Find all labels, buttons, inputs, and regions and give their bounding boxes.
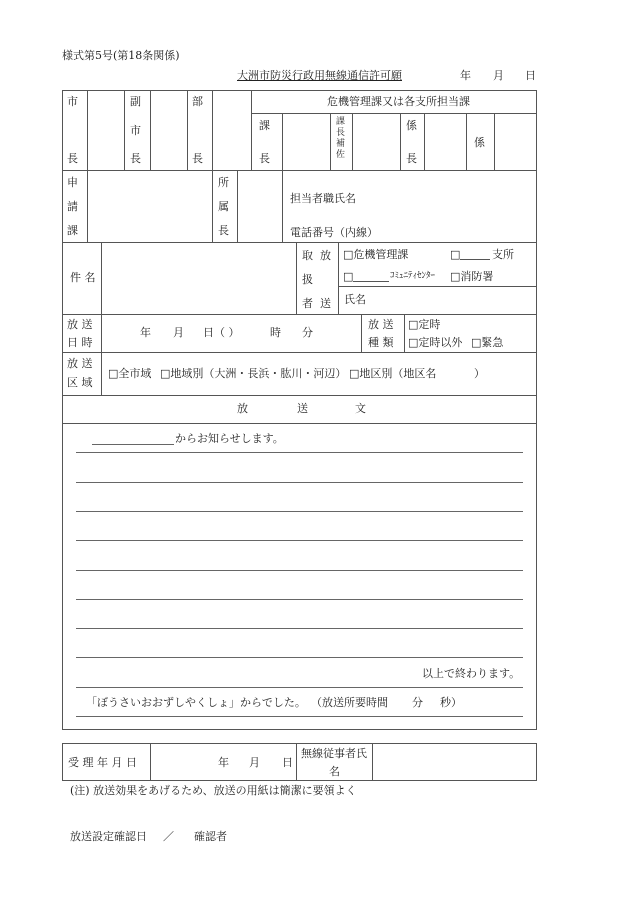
director-label-2: 長 <box>192 152 203 165</box>
datetime-label-bottom: 日 時 <box>67 336 93 349</box>
operator-label-2: 名 <box>329 765 340 778</box>
option-community-suffix: ｺﾐｭﾆﾃｨｾﾝﾀｰ <box>390 271 436 281</box>
announcer-blank[interactable] <box>92 444 174 445</box>
duration-label: （放送所要時間 <box>311 696 388 709</box>
note-text: (注) 放送効果をあげるため、放送の用紙は簡潔に要領よく <box>70 784 357 797</box>
datetime-minute: 分 <box>302 326 313 339</box>
type-label-bottom: 種 類 <box>368 336 394 349</box>
community-blank[interactable] <box>353 281 389 282</box>
director-label-1: 部 <box>192 95 203 108</box>
staff-label: 係 <box>474 136 485 149</box>
message-heading-2: 送 <box>297 402 308 415</box>
handler-name-label: 氏名 <box>344 293 366 306</box>
deputy-mayor-label-1: 副 <box>130 95 141 108</box>
phone-label: 電話番号（内線） <box>290 226 378 239</box>
datetime-label-top: 放 送 <box>67 318 93 331</box>
handler-label-5: 送 <box>320 297 331 310</box>
option-scheduled-checkbox[interactable]: □定時 <box>408 318 441 331</box>
area-label-top: 放 送 <box>67 357 93 370</box>
type-label-top: 放 送 <box>368 318 394 331</box>
applicant-label-3: 課 <box>67 224 78 237</box>
message-heading-3: 文 <box>355 402 366 415</box>
subsection-chief-label-1: 係 <box>406 119 417 132</box>
message-closing: 以上で終わります。 <box>422 667 521 680</box>
message-heading-1: 放 <box>237 402 248 415</box>
deputy-mayor-label-2: 市 <box>130 124 141 137</box>
assistant-chief-label-1: 課 <box>336 117 346 127</box>
option-crisis-checkbox[interactable]: □危機管理課 <box>343 248 409 261</box>
district-close-paren: ） <box>474 367 485 380</box>
mayor-label-1: 市 <box>67 95 78 108</box>
message-footer-text: 「ぼうさいおおずしやくしょ」からでした。 <box>86 696 306 709</box>
affiliation-head-label-3: 長 <box>218 224 229 237</box>
applicant-label-2: 請 <box>67 200 78 213</box>
datetime-year: 年 <box>140 326 151 339</box>
form-title: 大洲市防災行政用無線通信許可願 <box>237 69 402 82</box>
datetime-day: 日（ ） <box>203 326 240 339</box>
handler-label-1: 取 <box>302 249 313 262</box>
receipt-month: 月 <box>249 756 260 769</box>
applicant-label-1: 申 <box>67 176 78 189</box>
assistant-chief-label-2: 長 <box>336 128 346 138</box>
option-branch-checkbox[interactable]: □ <box>450 248 461 261</box>
option-region-checkbox[interactable]: □地域別（大洲・長浜・肱川・河辺） <box>160 367 347 380</box>
mayor-label-2: 長 <box>67 152 78 165</box>
datetime-hour: 時 <box>270 326 281 339</box>
duration-minutes: 分 <box>412 696 423 709</box>
handler-label-4: 者 <box>302 297 313 310</box>
subsection-chief-label-2: 長 <box>406 152 417 165</box>
option-fire-checkbox[interactable]: □消防署 <box>450 270 494 283</box>
handler-label-2: 放 <box>320 249 331 262</box>
message-opening: からお知らせします。 <box>175 432 284 445</box>
confirmation-slash: ／ <box>163 830 174 843</box>
section-chief-label-2: 長 <box>259 152 270 165</box>
option-community-checkbox[interactable]: □ <box>343 270 354 283</box>
assistant-chief-label-3: 補 <box>336 139 346 149</box>
option-all-area-checkbox[interactable]: □全市域 <box>108 367 152 380</box>
area-label-bottom: 区 域 <box>67 376 93 389</box>
option-emergency-checkbox[interactable]: □緊急 <box>471 336 504 349</box>
receipt-day: 日 <box>282 756 293 769</box>
header-day: 日 <box>525 69 536 82</box>
assistant-chief-label-4: 佐 <box>336 150 346 160</box>
form-number: 様式第5号(第18条関係) <box>62 49 180 62</box>
section-chief-label-1: 課 <box>259 119 270 132</box>
branch-blank[interactable] <box>460 259 490 260</box>
header-month: 月 <box>493 69 504 82</box>
dept-header: 危機管理課又は各支所担当課 <box>327 95 470 108</box>
option-district-checkbox[interactable]: □地区別（地区名 <box>349 367 437 380</box>
confirmer-label: 確認者 <box>194 830 227 843</box>
deputy-mayor-label-3: 長 <box>130 152 141 165</box>
affiliation-head-label-2: 属 <box>218 200 229 213</box>
affiliation-head-label-1: 所 <box>218 176 229 189</box>
duration-seconds: 秒） <box>440 696 462 709</box>
handler-label-3: 扱 <box>302 273 313 286</box>
setup-date-label: 放送設定確認日 <box>70 830 147 843</box>
option-branch-suffix: 支所 <box>492 248 514 261</box>
header-year: 年 <box>460 69 471 82</box>
receipt-date-label: 受 理 年 月 日 <box>68 756 137 769</box>
datetime-month: 月 <box>173 326 184 339</box>
option-unscheduled-checkbox[interactable]: □定時以外 <box>408 336 463 349</box>
subject-label: 件 名 <box>70 271 96 284</box>
person-in-charge-label: 担当者職氏名 <box>290 192 356 205</box>
receipt-year: 年 <box>218 756 229 769</box>
operator-label-1: 無線従事者氏 <box>301 747 367 760</box>
